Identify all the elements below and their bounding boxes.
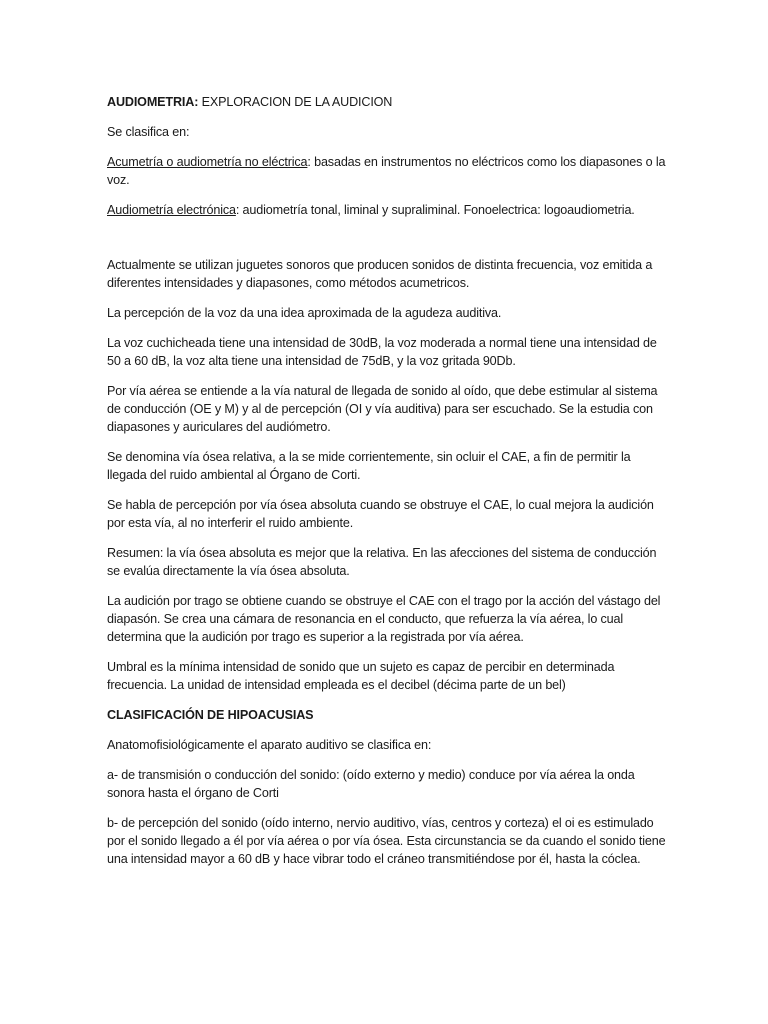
electronica-label: Audiometría electrónica xyxy=(107,203,236,217)
paragraph-osea-relativa: Se denomina vía ósea relativa, a la se mide corrientemente, sin ocluir el CAE, a fin de permitir la llegada del ruido ambiental al Órgano de Corti. xyxy=(107,450,631,482)
paragraph-anatomo: Anatomofisiológicamente el aparato auditivo se clasifica en: xyxy=(107,738,432,752)
paragraph-trago: La audición por trago se obtiene cuando se obstruye el CAE con el trago por la acción del vástago del diapasón. Se crea una cámara de resonancia en el conducto, que refuerza la vía aérea, lo cual determina que la audición por trago es superior a la registrada por vía aérea. xyxy=(107,594,661,644)
paragraph-electronica xyxy=(107,201,667,219)
paragraph-a: a- de transmisión o conducción del sonido: (oído externo y medio) conduce por vía aérea la onda sonora hasta el órgano de Corti xyxy=(107,768,635,800)
document-page xyxy=(107,93,667,880)
heading-hipoacusias: CLASIFICACIÓN DE HIPOACUSIAS xyxy=(107,708,314,722)
title-bold: AUDIOMETRIA: xyxy=(107,95,199,109)
electronica-text: : audiometría tonal, liminal y supraliminal. Fonoelectrica: logoaudiometria. xyxy=(235,203,635,217)
paragraph-osea-absoluta: Se habla de percepción por vía ósea absoluta cuando se obstruye el CAE, lo cual mejora la audición por esta vía, al no interferir el ruido ambiente. xyxy=(107,498,654,530)
paragraph-acumetria xyxy=(107,153,667,189)
blank-line xyxy=(107,231,667,256)
paragraph-clasifica: Se clasifica en: xyxy=(107,125,190,139)
paragraph-b: b- de percepción del sonido (oído interno, nervio auditivo, vías, centros y corteza) el oi es estimulado por el sonido llegado a él por vía aérea o por vía ósea. Esta circunstancia se da cuando el sonido tiene una intensidad mayor a 60 dB y hace vibrar todo el cráneo transmitiéndose por él, hasta la cóclea. xyxy=(107,816,666,866)
paragraph-umbral: Umbral es la mínima intensidad de sonido que un sujeto es capaz de percibir en determinada frecuencia. La unidad de intensidad empleada es el decibel (décima parte de un bel) xyxy=(107,660,615,692)
document-title xyxy=(107,93,667,111)
paragraph-resumen: Resumen: la vía ósea absoluta es mejor que la relativa. En las afecciones del sistema de conducción se evalúa directamente la vía ósea absoluta. xyxy=(107,546,657,578)
acumetria-label: Acumetría o audiometría no eléctrica xyxy=(107,155,308,169)
title-rest: EXPLORACION DE LA AUDICION xyxy=(198,95,393,109)
paragraph-via-aerea: Por vía aérea se entiende a la vía natural de llegada de sonido al oído, que debe estimular al sistema de conducción (OE y M) y al de percepción (OI y vía auditiva) para ser escuchado. Se la estudia con diapasones y auriculares del audiómetro. xyxy=(107,384,658,434)
paragraph-percepcion: La percepción de la voz da una idea aproximada de la agudeza auditiva. xyxy=(107,306,502,320)
acumetria-text: : basadas en instrumentos no eléctricos como los diapasones o la voz. xyxy=(107,155,666,187)
paragraph-juguetes: Actualmente se utilizan juguetes sonoros que producen sonidos de distinta frecuencia, voz emitida a diferentes intensidades y diapasones, como métodos acumetricos. xyxy=(107,258,653,290)
paragraph-voz: La voz cuchicheada tiene una intensidad de 30dB, la voz moderada a normal tiene una intensidad de 50 a 60 dB, la voz alta tiene una intensidad de 75dB, y la voz gritada 90Db. xyxy=(107,336,657,368)
